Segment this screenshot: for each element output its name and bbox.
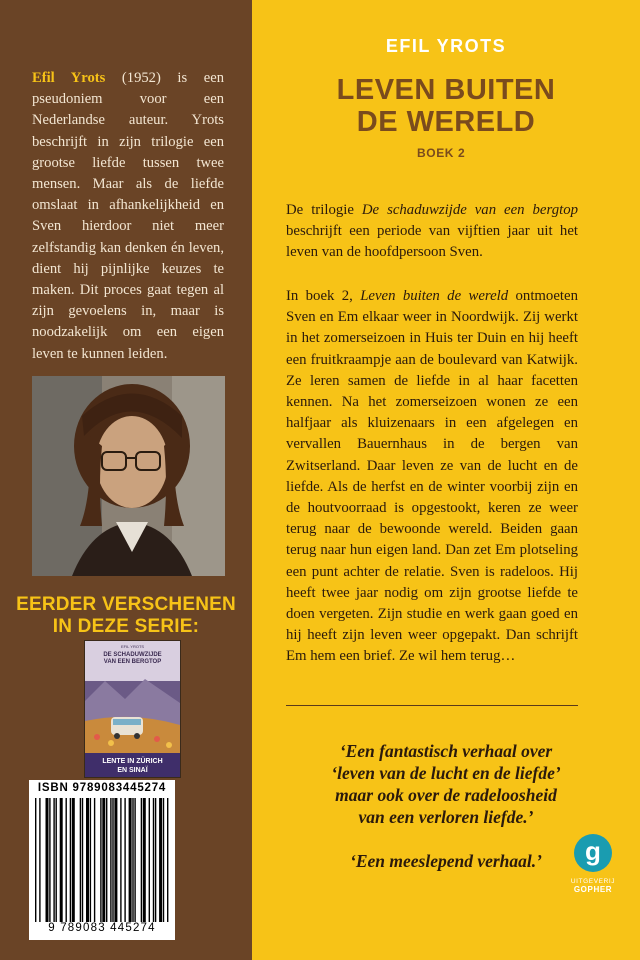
mini-cover-title-line2: VAN EEN BERGTOP: [103, 659, 162, 665]
divider-line: [286, 705, 578, 706]
earlier-series-heading-line1: EERDER VERSCHENEN: [16, 594, 236, 615]
review-quote-1-line3: maar ook over de radeloosheid: [335, 785, 557, 805]
previous-book-cover-art: [85, 641, 180, 777]
review-quote-1-line1: ‘Een fantastisch verhaal over: [339, 741, 553, 761]
blurb-2-text-b: ontmoeten Sven en Em elkaar weer in Noordwijk. Zij werkt in het zomerseizoen in Huis ter Duin en hij heeft een fruitkraampje aan de boulevard van Katwijk. Ze leren samen de liefde in al haar facetten kennen. Na het zomerseizoen wonen ze een halfjaar als kluizenaars in een afgelegen en vervallen Bauernhaus in de bergen van Zwitserland. Daar leven ze van de lucht en de liefde. Als de herfst en de winter voorbij zijn en de houtvoorraad is opgestookt, keren ze weer terug naar de bewoonde wereld. Beiden gaan terug naar hun eigen land. Dan zet Em plotseling een punt achter de relatie. Sven is radeloos. Hij heeft twee jaar nodig om zijn grootse liefde te doen vergeten. Zijn studie en werk gaan goed en hij heeft zijn leven weer opgepakt. Dan schrijft Em hem een brief. Ze wil hem terug…: [286, 288, 578, 665]
book-author: EFIL YROTS: [385, 36, 507, 56]
review-quote-2: ‘Een meeslepend verhaal.’: [350, 851, 542, 871]
blurb-1-text-b: beschrijft een periode van vijftien jaar uit het leven van de hoofdpersoon Sven.: [286, 223, 578, 261]
mini-cover-author: EFIL YROTS: [120, 644, 145, 649]
bio-text: (1952) is een pseudoniem voor een Nederlandse auteur. Yrots beschrijft in zijn trilogie een grootse liefde tussen twee mensen. Maar als de liefde omslaat in afhankelijkheid en Sven hierdoor niet meer zelfstandig kan denken én leven, dient hij pijnlijke keuzes te maken. Dit proces gaat tegen al zijn gevoelens in, maar is noodzakelijk om een eigen leven te kunnen leiden.: [32, 70, 224, 362]
blurb-1-series-title: De schaduwzijde van een bergtop: [361, 202, 578, 218]
author-bio: [32, 68, 224, 365]
mini-cover-title-line1: DE SCHADUWZIJDE: [103, 652, 162, 658]
publisher-logo-icon: g: [574, 834, 612, 872]
blurb-paragraph-1: [286, 200, 578, 264]
book-title-line2: DE WERELD: [356, 106, 536, 138]
publisher-name-line1: UITGEVERIJ: [570, 878, 616, 885]
mini-cover-subtitle-line2: EN SINAÏ: [117, 767, 148, 774]
isbn-digits: 9 789083 445274: [48, 922, 156, 934]
review-quote-1-line4: van een verloren liefde.’: [358, 807, 534, 827]
author-photo: [32, 376, 225, 576]
isbn-label: ISBN 9789083445274: [37, 782, 167, 794]
blurb-2-text-a: In boek 2,: [286, 288, 361, 304]
isbn-barcode: [29, 780, 175, 940]
publisher-name-line2: GOPHER: [573, 885, 613, 894]
bio-author-name: Efil Yrots: [32, 70, 106, 86]
barcode-bars: [35, 798, 169, 922]
author-portrait-illustration: [32, 376, 225, 576]
book-volume: BOEK 2: [417, 146, 466, 160]
blurb-paragraph-2: [286, 286, 578, 668]
blurb-1-text-a: De trilogie: [286, 202, 362, 218]
mini-cover-subtitle-line1: LENTE IN ZÜRICH: [102, 758, 163, 765]
blurb-2-book-title: Leven buiten de wereld: [360, 288, 509, 304]
book-title-line1: LEVEN BUITEN: [336, 74, 556, 106]
previous-book-cover: [84, 640, 181, 778]
review-quote-1-line2: ‘leven van de lucht en de liefde’: [331, 763, 561, 783]
earlier-series-heading-line2: IN DEZE SERIE:: [52, 616, 200, 637]
